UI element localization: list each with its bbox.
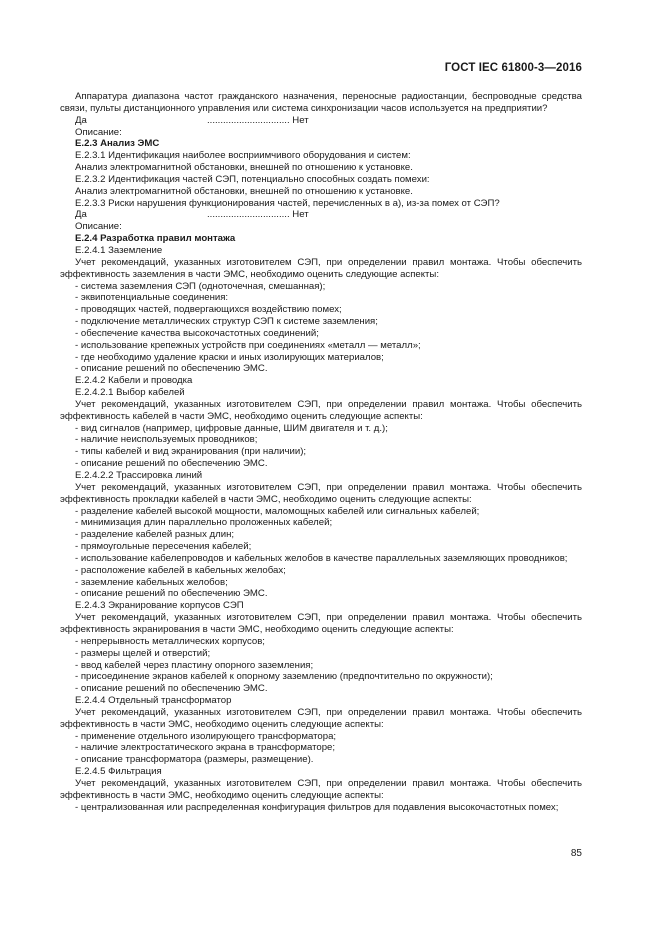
list-item: - обеспечение качества высокочастотных соединений;: [75, 327, 319, 339]
list-item: - типы кабелей и вид экранирования (при наличии);: [75, 446, 307, 458]
answer-row-1: [60, 115, 582, 127]
answer-no-1: ............................... Нет: [207, 114, 309, 126]
list-item: - заземление кабельных желобов;: [75, 576, 228, 588]
list-item: - расположение кабелей в кабельных желобах;: [75, 564, 286, 576]
paragraph-e241: Учет рекомендаций, указанных изготовителем СЭП, при определении правил монтажа. Чтобы обеспечить эффективность заземления в части ЭМС, необходимо оценить следующие аспекты:: [60, 256, 582, 280]
answer-row-2: [60, 209, 582, 221]
document-header: ГОСТ IEC 61800-3—2016: [444, 62, 582, 74]
answer-yes-1: Да: [75, 114, 87, 126]
subsection-e243: Е.2.4.3 Экранирование корпусов СЭП: [75, 600, 244, 612]
section-heading-e24: Е.2.4 Разработка правил монтажа: [75, 233, 236, 245]
list-item: - подключение металлических структур СЭП к системе заземления;: [75, 316, 378, 328]
list-item: - присоединение экранов кабелей к опорному заземлению (предпочтительно по окружности);: [75, 671, 493, 683]
paragraph-e2421: Учет рекомендаций, указанных изготовителем СЭП, при определении правил монтажа. Чтобы обеспечить эффективность кабелей в части ЭМС, необходимо оценить следующие аспекты:: [60, 398, 582, 422]
subsection-e2422: Е.2.4.2.2 Трассировка линий: [75, 470, 203, 481]
description-label-2: Описание:: [75, 221, 122, 233]
answer-yes-2: Да: [75, 209, 87, 221]
subsection-e232-text: Анализ электромагнитной обстановки, внешней по отношению к установке.: [75, 185, 413, 197]
list-item: - где необходимо удаление краски и иных изолирующих материалов;: [75, 351, 384, 363]
page-number: 85: [570, 848, 582, 859]
list-item: - наличие электростатического экрана в трансформаторе;: [75, 742, 336, 754]
subsection-e231-text: Анализ электромагнитной обстановки, внешней по отношению к установке.: [75, 162, 413, 174]
document-body: [60, 91, 582, 813]
list-item: - разделение кабелей высокой мощности, маломощных кабелей или сигнальных кабелей;: [75, 505, 480, 517]
list-item: - разделение кабелей разных длин;: [75, 529, 235, 541]
list-item: - наличие неиспользуемых проводников;: [75, 434, 258, 446]
list-item: - использование кабелепроводов и кабельных желобов в качестве параллельных заземляющих проводников;: [75, 552, 568, 564]
subsection-e244: Е.2.4.4 Отдельный трансформатор: [75, 695, 232, 707]
list-item: - описание решений по обеспечению ЭМС.: [75, 588, 268, 600]
subsection-e233: Е.2.3.3 Риски нарушения функционирования частей, перечисленных в а), из-за помех от СЭП?: [75, 197, 500, 209]
subsection-e242: Е.2.4.2 Кабели и проводка: [75, 375, 193, 387]
list-item: - описание трансформатора (размеры, размещение).: [75, 754, 314, 766]
subsection-e241: Е.2.4.1 Заземление: [75, 244, 163, 256]
section-heading-e23: Е.2.3 Анализ ЭМС: [75, 138, 160, 150]
answer-no-2: ............................... Нет: [207, 209, 309, 221]
paragraph-e245: Учет рекомендаций, указанных изготовителем СЭП, при определении правил монтажа. Чтобы обеспечить эффективность в части ЭМС, необходимо оценить следующие аспекты:: [60, 777, 582, 801]
list-item: - описание решений по обеспечению ЭМС.: [75, 363, 268, 375]
subsection-e232: Е.2.3.2 Идентификация частей СЭП, потенциально способных создать помехи:: [75, 173, 430, 185]
paragraph-radio-equipment: Аппаратура диапазона частот гражданского назначения, переносные радиостанции, беспроводные средства связи, пульты дистанционного управления или система синхронизации часов используется на предприятии?: [60, 91, 582, 114]
list-item: - описание решений по обеспечению ЭМС.: [75, 458, 268, 470]
list-item: - проводящих частей, подвергающихся воздействию помех;: [75, 304, 342, 316]
subsection-e2421: Е.2.4.2.1 Выбор кабелей: [75, 387, 185, 399]
list-item: - использование крепежных устройств при соединениях «металл — металл»;: [75, 339, 421, 351]
list-item: - система заземления СЭП (одноточечная, смешанная);: [75, 280, 326, 292]
list-item: - применение отдельного изолирующего трансформатора;: [75, 730, 337, 742]
list-item: - непрерывность металлических корпусов;: [75, 635, 265, 647]
paragraph-e243: Учет рекомендаций, указанных изготовителем СЭП, при определении правил монтажа. Чтобы обеспечить эффективность экранирования в части ЭМС, необходимо оценить следующие аспекты:: [60, 612, 582, 635]
paragraph-e244: Учет рекомендаций, указанных изготовителем СЭП, при определении правил монтажа. Чтобы обеспечить эффективность в части ЭМС, необходимо оценить следующие аспекты:: [60, 706, 582, 730]
list-item: - вид сигналов (например, цифровые данные, ШИМ двигателя и т. д.);: [75, 422, 388, 434]
list-item: - минимизация длин параллельно проложенных кабелей;: [75, 517, 333, 529]
subsection-e245: Е.2.4.5 Фильтрация: [75, 766, 162, 778]
description-label-1: Описание:: [75, 126, 122, 138]
list-item: - эквипотенциальные соединения:: [75, 292, 229, 304]
list-item: - централизованная или распределенная конфигурация фильтров для подавления высокочастотных помех;: [75, 801, 559, 813]
list-item: - прямоугольные пересечения кабелей;: [75, 541, 252, 553]
list-item: - размеры щелей и отверстий;: [75, 647, 211, 659]
paragraph-e2422: Учет рекомендаций, указанных изготовителем СЭП, при определении правил монтажа. Чтобы обеспечить эффективность прокладки кабелей в части ЭМС, необходимо оценить следующие аспекты:: [60, 481, 582, 505]
subsection-e231: Е.2.3.1 Идентификация наиболее восприимчивого оборудования и систем:: [75, 150, 411, 162]
list-item: - описание решений по обеспечению ЭМС.: [75, 683, 268, 695]
list-item: - ввод кабелей через пластину опорного заземления;: [75, 659, 314, 671]
